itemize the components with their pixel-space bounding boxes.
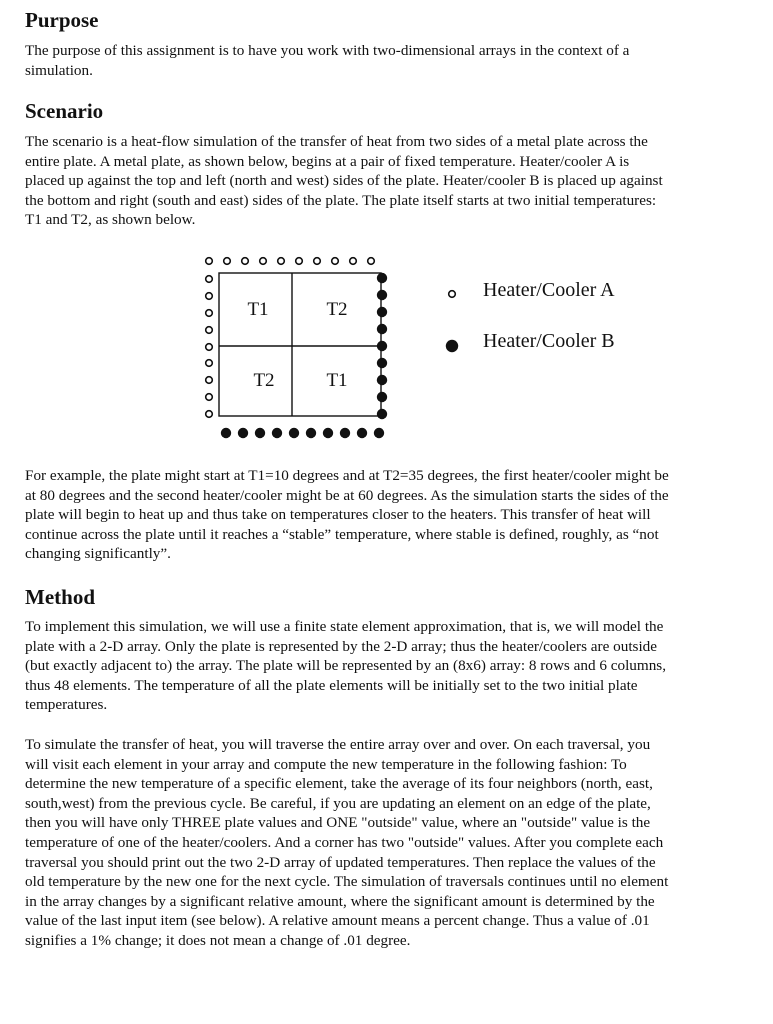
text-line: For example, the plate might start at T1=10 degrees and at T2=35 degrees, the first heater/cooler might be — [25, 467, 669, 484]
heater-a-marker — [206, 344, 213, 351]
text-line: plate will begin to heat up and thus take on temperatures closer to the heaters. This transfer of heat will — [25, 506, 651, 524]
heater-a-marker — [206, 360, 213, 367]
heater-a-marker — [332, 258, 339, 265]
heater-b-marker — [357, 428, 367, 438]
heat-plate-diagram — [195, 245, 665, 455]
text-line: in the array changes by a significant relative amount, where the significant amount is determined by the — [25, 892, 655, 910]
heater-a-marker — [296, 258, 303, 265]
heater-b-marker — [340, 428, 350, 438]
text-line: entire plate. A metal plate, as shown below, begins at a pair of fixed temperature. Heater/cooler A is — [25, 152, 630, 170]
heater-b-bottom-markers — [221, 428, 384, 438]
heater-a-marker — [206, 327, 213, 334]
heater-b-marker — [377, 307, 387, 317]
text-line: plate with a 2-D array. Only the plate is represented by the 2-D array; thus the heater/coolers are outside — [25, 637, 658, 655]
text-line: determine the new temperature of a specific element, take the average of its four neighbors (north, east, — [25, 775, 653, 793]
text-line: The purpose of this assignment is to have you work with two-dimensional arrays in the context of a — [25, 42, 630, 59]
heater-b-marker — [221, 428, 231, 438]
heater-a-marker — [368, 258, 375, 265]
plate-cell-label: T2 — [253, 370, 275, 391]
text-line: continue across the plate until it reaches a “stable” temperature, where stable is defined, roughly, as “not — [25, 525, 659, 543]
method-heading: Method — [25, 585, 95, 609]
heater-a-left-markers — [206, 276, 213, 418]
purpose-heading: Purpose — [25, 8, 99, 32]
text-line: will visit each element in your array and compute the new temperature in the following fashion: To — [25, 755, 627, 773]
heater-b-marker — [377, 409, 387, 419]
text-line: old temperature by the new one for the next cycle. The simulation of traversals continues until no element — [25, 873, 669, 891]
heater-b-marker — [306, 428, 316, 438]
heater-b-marker — [255, 428, 265, 438]
method-paragraph-2 — [25, 735, 753, 951]
method-paragraph-1 — [25, 617, 753, 715]
text-line: simulation. — [25, 61, 93, 79]
diagram-legend — [446, 279, 615, 352]
heater-b-marker — [238, 428, 248, 438]
heater-a-marker — [350, 258, 357, 265]
heater-a-marker — [206, 310, 213, 317]
heater-a-marker — [260, 258, 267, 265]
heater-a-marker — [206, 394, 213, 401]
heater-a-marker — [206, 411, 213, 418]
plate-cell-label: T2 — [326, 299, 348, 320]
heater-a-marker — [314, 258, 321, 265]
heater-b-marker — [377, 341, 387, 351]
text-line: at 80 degrees and the second heater/cooler might be at 60 degrees. As the simulation starts the sides of the — [25, 486, 669, 504]
heater-b-marker — [377, 290, 387, 300]
metal-plate — [219, 273, 381, 416]
text-line: To implement this simulation, we will use a finite state element approximation, that is, we will model the — [25, 618, 664, 635]
legend-label-heater-a: Heater/Cooler A — [483, 279, 615, 301]
scenario-paragraph — [25, 132, 753, 230]
heater-a-marker — [224, 258, 231, 265]
text-line: signifies a 1% change; it does not mean a change of .01 degree. — [25, 931, 411, 949]
heater-a-top-markers — [206, 258, 375, 265]
text-line: changing significantly”. — [25, 545, 171, 563]
heater-b-marker — [377, 324, 387, 334]
text-line: The scenario is a heat-flow simulation of the transfer of heat from two sides of a metal plate across the — [25, 133, 648, 150]
text-line: To simulate the transfer of heat, you will traverse the entire array over and over. On each traversal, you — [25, 736, 651, 753]
scenario-heading: Scenario — [25, 99, 104, 123]
text-line: south,west) from the previous cycle. Be careful, if you are updating an element on an edge of the plate, — [25, 794, 651, 812]
heater-b-marker — [323, 428, 333, 438]
heater-b-marker — [377, 392, 387, 402]
legend-filled-circle-icon — [446, 340, 458, 352]
heater-b-right-markers — [377, 273, 387, 419]
heater-b-marker — [272, 428, 282, 438]
heater-b-marker — [377, 358, 387, 368]
plate-cell-label: T1 — [326, 370, 348, 391]
heater-b-marker — [377, 375, 387, 385]
text-line: the bottom and right (south and east) sides of the plate. The plate itself starts at two initial temperatures: — [25, 191, 657, 209]
text-line: placed up against the top and left (north and west) sides of the plate. Heater/cooler B is placed up against — [25, 172, 663, 190]
heater-a-marker — [206, 258, 213, 265]
heater-a-marker — [206, 276, 213, 283]
heater-b-marker — [374, 428, 384, 438]
text-line: temperatures. — [25, 696, 108, 714]
text-line: T1 and T2, as shown below. — [25, 211, 196, 229]
text-line: value of the last input item (see below). A relative amount means a percent change. Thus a value of .01 — [25, 912, 650, 930]
text-line: (but exactly adjacent to) the array. The plate will be represented by an (8x6) array: 8 rows and 6 columns, — [25, 657, 667, 675]
heater-b-marker — [289, 428, 299, 438]
plate-cell-label: T1 — [247, 299, 269, 320]
legend-open-circle-icon — [449, 291, 456, 298]
heater-a-marker — [242, 258, 249, 265]
purpose-paragraph — [25, 41, 753, 80]
heater-a-marker — [206, 377, 213, 384]
text-line: then you will have only THREE plate values and ONE "outside" value, where an "outside" value is the — [25, 814, 651, 832]
text-line: temperature of one of the heater/coolers. And a corner has two "outside" values. After you complete each — [25, 833, 664, 851]
heater-a-marker — [278, 258, 285, 265]
example-paragraph — [25, 466, 753, 564]
heater-b-marker — [377, 273, 387, 283]
text-line: traversal you should print out the two 2-D array of updated temperatures. Then replace the values of the — [25, 853, 656, 871]
heater-a-marker — [206, 293, 213, 300]
legend-label-heater-b: Heater/Cooler B — [483, 330, 615, 352]
text-line: thus 48 elements. The temperature of all the plate elements will be initially set to the two initial plate — [25, 676, 638, 694]
